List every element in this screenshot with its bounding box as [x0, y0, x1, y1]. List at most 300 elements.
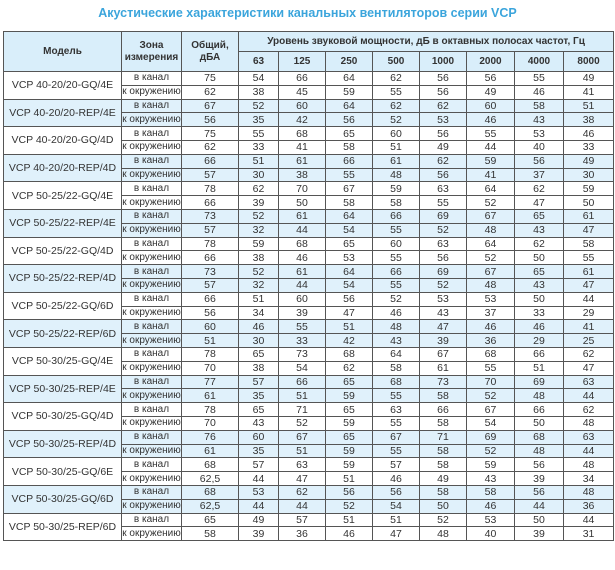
band-value-2000: 46	[467, 320, 515, 334]
band-value-1000: 62	[420, 99, 467, 113]
header-band-1000: 1000	[420, 52, 467, 72]
band-value-125: 51	[279, 444, 326, 458]
band-value-250: 59	[326, 389, 373, 403]
band-value-1000: 56	[420, 72, 467, 86]
band-value-2000: 37	[467, 306, 515, 320]
total-dba-cell: 68	[182, 458, 239, 472]
header-band-2000: 2000	[467, 52, 515, 72]
band-value-2000: 68	[467, 347, 515, 361]
band-value-2000: 44	[467, 140, 515, 154]
band-value-1000: 56	[420, 85, 467, 99]
band-value-500: 55	[373, 389, 420, 403]
band-value-1000: 53	[420, 113, 467, 127]
model-cell: VCP 50-30/25-GQ/4D	[4, 403, 122, 431]
band-value-2000: 48	[467, 278, 515, 292]
band-value-63: 65	[239, 347, 279, 361]
band-value-125: 50	[279, 196, 326, 210]
model-cell: VCP 50-25/22-REP/4D	[4, 265, 122, 293]
band-value-250: 65	[326, 403, 373, 417]
band-value-250: 59	[326, 416, 373, 430]
band-value-1000: 52	[420, 278, 467, 292]
band-value-500: 52	[373, 292, 420, 306]
band-value-250: 56	[326, 292, 373, 306]
band-value-250: 55	[326, 168, 373, 182]
zone-cell: к окружению	[122, 279, 181, 291]
band-value-250: 59	[326, 458, 373, 472]
band-value-4000: 43	[515, 223, 564, 237]
band-value-250: 59	[326, 85, 373, 99]
band-value-125: 66	[279, 375, 326, 389]
model-cell: VCP 50-25/22-REP/6D	[4, 320, 122, 348]
band-value-8000: 50	[564, 196, 614, 210]
band-value-125: 57	[279, 513, 326, 527]
band-value-2000: 55	[467, 361, 515, 375]
band-value-500: 55	[373, 85, 420, 99]
band-value-8000: 46	[564, 127, 614, 141]
zone-cell: в канал	[122, 375, 182, 389]
total-dba-cell: 66	[182, 292, 239, 306]
band-value-1000: 62	[420, 154, 467, 168]
band-value-63: 44	[239, 472, 279, 486]
table-row	[4, 154, 614, 168]
band-value-4000: 44	[515, 499, 564, 513]
table-row	[4, 99, 614, 113]
band-value-250: 56	[326, 113, 373, 127]
band-value-63: 32	[239, 223, 279, 237]
band-value-8000: 59	[564, 182, 614, 196]
band-value-1000: 56	[420, 127, 467, 141]
table-row	[4, 430, 614, 444]
model-cell: VCP 50-30/25-REP/4D	[4, 430, 122, 458]
band-value-8000: 58	[564, 237, 614, 251]
band-value-4000: 62	[515, 182, 564, 196]
header-band-63: 63	[239, 52, 279, 72]
band-value-125: 44	[279, 499, 326, 513]
table-row	[4, 127, 614, 141]
band-value-250: 53	[326, 251, 373, 265]
band-value-1000: 48	[420, 527, 467, 541]
band-value-1000: 47	[420, 320, 467, 334]
band-value-500: 68	[373, 375, 420, 389]
model-cell: VCP 40-20/20-REP/4E	[4, 99, 122, 127]
zone-cell: к окружению	[122, 141, 181, 153]
header-band-125: 125	[279, 52, 326, 72]
band-value-125: 61	[279, 209, 326, 223]
band-value-250: 64	[326, 99, 373, 113]
zone-cell: в канал	[122, 265, 182, 279]
band-value-125: 70	[279, 182, 326, 196]
zone-cell: в канал	[122, 292, 182, 306]
band-value-125: 61	[279, 265, 326, 279]
total-dba-cell: 77	[182, 375, 239, 389]
band-value-1000: 56	[420, 168, 467, 182]
band-value-4000: 51	[515, 361, 564, 375]
band-value-125: 44	[279, 278, 326, 292]
zone-cell: в канал	[122, 347, 182, 361]
band-value-8000: 47	[564, 278, 614, 292]
model-cell: VCP 50-30/25-REP/4E	[4, 375, 122, 403]
band-value-4000: 46	[515, 320, 564, 334]
total-dba-cell: 76	[182, 430, 239, 444]
band-value-1000: 52	[420, 223, 467, 237]
band-value-2000: 67	[467, 209, 515, 223]
band-value-8000: 41	[564, 320, 614, 334]
band-value-500: 62	[373, 99, 420, 113]
band-value-2000: 64	[467, 182, 515, 196]
table-row	[4, 237, 614, 251]
band-value-500: 55	[373, 416, 420, 430]
band-value-500: 47	[373, 527, 420, 541]
table-row	[4, 320, 614, 334]
band-value-2000: 58	[467, 485, 515, 499]
zone-cell: к окружению	[122, 500, 181, 512]
band-value-2000: 59	[467, 458, 515, 472]
total-dba-cell: 75	[182, 72, 239, 86]
zone-cell: к окружению	[122, 417, 181, 429]
zone-cell: в канал	[122, 485, 182, 499]
band-value-250: 66	[326, 154, 373, 168]
band-value-2000: 41	[467, 168, 515, 182]
band-value-125: 44	[279, 223, 326, 237]
band-value-500: 51	[373, 140, 420, 154]
band-value-63: 43	[239, 416, 279, 430]
band-value-8000: 44	[564, 292, 614, 306]
zone-cell: к окружению	[122, 389, 181, 401]
band-value-1000: 43	[420, 306, 467, 320]
band-value-63: 55	[239, 127, 279, 141]
band-value-4000: 69	[515, 375, 564, 389]
band-value-125: 60	[279, 292, 326, 306]
band-value-2000: 36	[467, 334, 515, 348]
total-dba-cell: 73	[182, 265, 239, 279]
band-value-250: 52	[326, 499, 373, 513]
band-value-4000: 29	[515, 334, 564, 348]
band-value-500: 67	[373, 430, 420, 444]
band-value-63: 59	[239, 237, 279, 251]
band-value-1000: 67	[420, 347, 467, 361]
total-dba-cell: 75	[182, 127, 239, 141]
band-value-8000: 51	[564, 99, 614, 113]
total-dba-cell: 78	[182, 403, 239, 417]
band-value-250: 64	[326, 265, 373, 279]
band-value-8000: 48	[564, 458, 614, 472]
zone-cell: к окружению	[122, 196, 181, 208]
header-band-group: Уровень звуковой мощности, дБ в октавных полосах частот, Гц	[239, 32, 614, 52]
band-value-8000: 62	[564, 403, 614, 417]
band-value-500: 60	[373, 127, 420, 141]
band-value-4000: 53	[515, 127, 564, 141]
band-value-8000: 41	[564, 85, 614, 99]
band-value-63: 57	[239, 458, 279, 472]
table-row	[4, 72, 614, 86]
header-band-250: 250	[326, 52, 373, 72]
band-value-8000: 62	[564, 347, 614, 361]
model-cell: VCP 40-20/20-GQ/4D	[4, 127, 122, 155]
zone-cell: в канал	[122, 237, 182, 251]
band-value-2000: 53	[467, 513, 515, 527]
band-value-63: 35	[239, 113, 279, 127]
band-value-1000: 58	[420, 416, 467, 430]
total-dba-cell: 62	[182, 85, 239, 99]
total-dba-cell: 57	[182, 223, 239, 237]
band-value-500: 66	[373, 265, 420, 279]
band-value-8000: 48	[564, 416, 614, 430]
band-value-4000: 58	[515, 99, 564, 113]
table-row	[4, 403, 614, 417]
total-dba-cell: 57	[182, 278, 239, 292]
zone-cell: в канал	[122, 72, 182, 86]
band-value-1000: 66	[420, 403, 467, 417]
band-value-2000: 52	[467, 251, 515, 265]
band-value-250: 42	[326, 334, 373, 348]
band-value-500: 66	[373, 209, 420, 223]
total-dba-cell: 66	[182, 196, 239, 210]
band-value-63: 35	[239, 389, 279, 403]
band-value-8000: 49	[564, 154, 614, 168]
band-value-8000: 25	[564, 334, 614, 348]
band-value-2000: 55	[467, 127, 515, 141]
band-value-125: 47	[279, 472, 326, 486]
band-value-125: 68	[279, 127, 326, 141]
band-value-125: 73	[279, 347, 326, 361]
zone-cell: в канал	[122, 209, 182, 223]
band-value-1000: 50	[420, 499, 467, 513]
band-value-63: 54	[239, 72, 279, 86]
band-value-250: 47	[326, 306, 373, 320]
model-cell: VCP 50-25/22-REP/4E	[4, 209, 122, 237]
band-value-8000: 34	[564, 472, 614, 486]
zone-cell: к окружению	[122, 472, 181, 484]
band-value-63: 60	[239, 430, 279, 444]
band-value-4000: 56	[515, 458, 564, 472]
total-dba-cell: 73	[182, 209, 239, 223]
zone-cell: к окружению	[122, 224, 181, 236]
table-row	[4, 182, 614, 196]
band-value-4000: 56	[515, 154, 564, 168]
band-value-125: 68	[279, 237, 326, 251]
zone-cell: к окружению	[122, 251, 181, 263]
band-value-4000: 40	[515, 140, 564, 154]
total-dba-cell: 60	[182, 320, 239, 334]
zone-cell: к окружению	[122, 527, 181, 539]
band-value-125: 54	[279, 361, 326, 375]
band-value-125: 67	[279, 430, 326, 444]
band-value-4000: 48	[515, 444, 564, 458]
zone-cell: в канал	[122, 99, 182, 113]
zone-cell: в канал	[122, 430, 182, 444]
band-value-500: 56	[373, 485, 420, 499]
band-value-4000: 50	[515, 513, 564, 527]
band-value-1000: 73	[420, 375, 467, 389]
band-value-2000: 43	[467, 472, 515, 486]
total-dba-cell: 66	[182, 251, 239, 265]
band-value-63: 51	[239, 154, 279, 168]
band-value-250: 51	[326, 513, 373, 527]
band-value-500: 46	[373, 306, 420, 320]
band-value-63: 57	[239, 375, 279, 389]
band-value-500: 46	[373, 472, 420, 486]
band-value-1000: 39	[420, 334, 467, 348]
band-value-1000: 63	[420, 237, 467, 251]
band-value-1000: 55	[420, 196, 467, 210]
band-value-8000: 36	[564, 499, 614, 513]
band-value-63: 46	[239, 320, 279, 334]
zone-cell: в канал	[122, 513, 182, 527]
band-value-4000: 62	[515, 237, 564, 251]
zone-cell: в канал	[122, 320, 182, 334]
band-value-1000: 53	[420, 292, 467, 306]
band-value-4000: 50	[515, 251, 564, 265]
table-row	[4, 347, 614, 361]
band-value-250: 46	[326, 527, 373, 541]
band-value-63: 30	[239, 334, 279, 348]
header-band-8000: 8000	[564, 52, 614, 72]
band-value-500: 58	[373, 196, 420, 210]
band-value-1000: 49	[420, 140, 467, 154]
band-value-8000: 44	[564, 389, 614, 403]
model-cell: VCP 50-25/22-GQ/4E	[4, 182, 122, 210]
band-value-125: 38	[279, 168, 326, 182]
band-value-8000: 55	[564, 251, 614, 265]
band-value-250: 67	[326, 182, 373, 196]
band-value-63: 39	[239, 527, 279, 541]
band-value-250: 54	[326, 278, 373, 292]
total-dba-cell: 65	[182, 513, 239, 527]
total-dba-cell: 57	[182, 168, 239, 182]
band-value-125: 52	[279, 416, 326, 430]
band-value-1000: 69	[420, 265, 467, 279]
band-value-125: 55	[279, 320, 326, 334]
band-value-125: 45	[279, 85, 326, 99]
band-value-250: 65	[326, 430, 373, 444]
band-value-2000: 52	[467, 389, 515, 403]
band-value-500: 57	[373, 458, 420, 472]
model-cell: VCP 50-30/25-GQ/6E	[4, 458, 122, 486]
band-value-63: 44	[239, 499, 279, 513]
total-dba-cell: 78	[182, 347, 239, 361]
band-value-125: 61	[279, 154, 326, 168]
zone-cell: в канал	[122, 182, 182, 196]
band-value-250: 56	[326, 485, 373, 499]
band-value-63: 65	[239, 403, 279, 417]
band-value-1000: 52	[420, 513, 467, 527]
band-value-2000: 54	[467, 416, 515, 430]
band-value-250: 62	[326, 361, 373, 375]
band-value-63: 52	[239, 265, 279, 279]
band-value-4000: 48	[515, 389, 564, 403]
band-value-8000: 30	[564, 168, 614, 182]
band-value-250: 51	[326, 320, 373, 334]
model-cell: VCP 50-30/25-REP/6D	[4, 513, 122, 541]
zone-cell: в канал	[122, 403, 182, 417]
total-dba-cell: 66	[182, 154, 239, 168]
band-value-125: 46	[279, 251, 326, 265]
band-value-250: 65	[326, 237, 373, 251]
band-value-250: 64	[326, 72, 373, 86]
table-row	[4, 485, 614, 499]
table-row	[4, 375, 614, 389]
band-value-125: 71	[279, 403, 326, 417]
band-value-63: 32	[239, 278, 279, 292]
band-value-2000: 60	[467, 99, 515, 113]
band-value-4000: 66	[515, 347, 564, 361]
band-value-8000: 49	[564, 72, 614, 86]
band-value-2000: 52	[467, 196, 515, 210]
band-value-63: 52	[239, 209, 279, 223]
band-value-4000: 39	[515, 472, 564, 486]
band-value-500: 62	[373, 72, 420, 86]
band-value-2000: 48	[467, 223, 515, 237]
band-value-8000: 33	[564, 140, 614, 154]
band-value-63: 49	[239, 513, 279, 527]
table-row	[4, 458, 614, 472]
band-value-500: 58	[373, 361, 420, 375]
zone-cell: к окружению	[122, 362, 181, 374]
band-value-250: 65	[326, 127, 373, 141]
band-value-4000: 46	[515, 85, 564, 99]
band-value-500: 54	[373, 499, 420, 513]
band-value-2000: 53	[467, 292, 515, 306]
zone-cell: в канал	[122, 127, 182, 141]
band-value-4000: 37	[515, 168, 564, 182]
table-row	[4, 265, 614, 279]
band-value-4000: 55	[515, 72, 564, 86]
band-value-125: 39	[279, 306, 326, 320]
total-dba-cell: 58	[182, 527, 239, 541]
band-value-500: 48	[373, 320, 420, 334]
band-value-250: 59	[326, 444, 373, 458]
model-cell: VCP 50-30/25-GQ/6D	[4, 485, 122, 513]
header-band-4000: 4000	[515, 52, 564, 72]
band-value-63: 38	[239, 251, 279, 265]
band-value-63: 53	[239, 485, 279, 499]
band-value-8000: 44	[564, 513, 614, 527]
band-value-4000: 66	[515, 403, 564, 417]
band-value-500: 51	[373, 513, 420, 527]
band-value-125: 36	[279, 527, 326, 541]
header-zone: Зона измерения	[122, 32, 182, 72]
model-cell: VCP 50-25/22-GQ/4D	[4, 237, 122, 265]
band-value-125: 41	[279, 140, 326, 154]
band-value-1000: 58	[420, 458, 467, 472]
band-value-1000: 69	[420, 209, 467, 223]
total-dba-cell: 67	[182, 99, 239, 113]
band-value-63: 51	[239, 292, 279, 306]
band-value-63: 33	[239, 140, 279, 154]
band-value-2000: 67	[467, 265, 515, 279]
band-value-125: 51	[279, 389, 326, 403]
band-value-2000: 46	[467, 499, 515, 513]
band-value-8000: 38	[564, 113, 614, 127]
table-row	[4, 209, 614, 223]
table-row	[4, 513, 614, 527]
zone-cell: в канал	[122, 154, 182, 168]
band-value-1000: 58	[420, 444, 467, 458]
zone-cell: к окружению	[122, 444, 181, 456]
band-value-1000: 61	[420, 361, 467, 375]
model-cell: VCP 50-30/25-GQ/4E	[4, 347, 122, 375]
band-value-4000: 39	[515, 527, 564, 541]
band-value-8000: 31	[564, 527, 614, 541]
band-value-500: 55	[373, 444, 420, 458]
total-dba-cell: 61	[182, 389, 239, 403]
band-value-63: 35	[239, 444, 279, 458]
band-value-4000: 47	[515, 196, 564, 210]
band-value-4000: 33	[515, 306, 564, 320]
total-dba-cell: 56	[182, 113, 239, 127]
band-value-500: 60	[373, 237, 420, 251]
band-value-500: 52	[373, 113, 420, 127]
